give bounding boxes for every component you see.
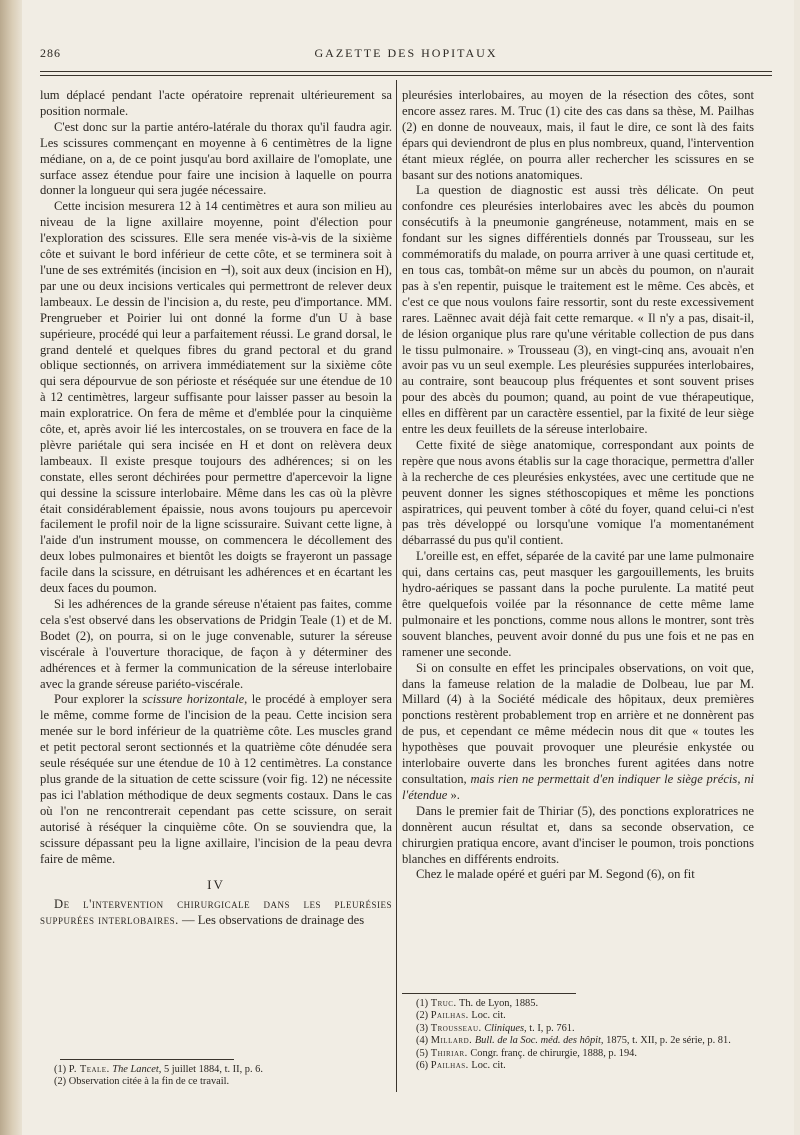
footnote-number: (1) xyxy=(416,998,431,1009)
footnote xyxy=(402,1060,754,1072)
footnote-text: 5 juillet 1884, t. II, p. 6. xyxy=(161,1064,263,1075)
footnote-author: Truc. xyxy=(430,998,457,1009)
paragraph: Cette fixité de siège anatomique, correspondant aux points de repère que nous avons établis sur la cage thoracique, permettra d'aller à la recherche de ces pleurésies enkystées, avec une certitude que ne peuvent donner les signes stéthoscopiques et même les ponctions aspiratrices, qui peuvent tomber à côté du foyer, quand celui-ci n'est pas très développé ou lorsqu'une vomique l'a momentanément débarrassé du pus qu'il contient. xyxy=(402,437,754,548)
footnote xyxy=(402,1023,754,1035)
footnote-text: Loc. cit. xyxy=(468,1010,506,1022)
footnote-text: Loc. cit. xyxy=(468,1060,506,1072)
footnote-number: (4) xyxy=(416,1035,431,1047)
paragraph: Cette incision mesurera 12 à 14 centimètres et aura son milieu au niveau de la ligne axillaire moyenne, point d'élection pour l'exploration des scissures. Elle sera menée vis-à-vis de la sixième côte et suivant le bord inférieur de cette côte, et se terminera soit à l'une de ses extrémités (incision en ⊣), soit aux deux (incision en H), par une ou deux incisions verticales qui permettront de relever deux lambeaux. Le dessin de l'incision a, du reste, peu d'importance. MM. Prengrueber et Poirier lui ont donné la forme d'un U à base supérieure, procédé qui leur a parfaitement réussi. Le grand dorsal, le grand dentelé et quelques fibres du grand pectoral et du grand oblique sectionnés, on arrivera immédiatement sur la sixième côte qui sera dépourvue de son périoste et réséquée sur une étendue de 10 à 12 centimètres, largeur suffisante pour laisser passer au besoin la main exploratrice. On fera de même et d'emblée pour la cinquième côte, et, après avoir lié les intercostales, on se trouvera en face de la plèvre pariétale qui sera incisée en H et dont on relèvera deux lambeaux. Il existe presque toujours des adhérences; si on les constate, elles seront déchirées pour permettre d'apercevoir la ligne qui dessine la scissure interlobaire. Même dans les cas où la plèvre était considérablement épaissie, nous avons toujours pu apercevoir facilement le profil noir de la ligne scissuraire. Suivant cette ligne, à l'aide d'un instrument mousse, on commencera le décollement des deux lobes pulmonaires et bientôt les doigts se frayeront un passage facile dans la scissure, en détruisant les adhérences et en écartant les deux faces du poumon. xyxy=(40,199,392,596)
footnote-number: (2) xyxy=(54,1076,69,1088)
text-run: Si on consulte en effet les principales observations, on voit que, dans la fameuse relation de la maladie de Dolbeau, lue par M. Millard (4) à la Société médicale des hôpitaux, deux premières ponctions restèrent probablement trop en arrière et ne donnèrent pas de pus, et cependant ce même médecin nous dit que « toutes les hypothèses que pouvait provoquer une pleurésie enkystée ou interlobaire ouverte dans les bronches furent agitées dans notre consultation, xyxy=(402,660,754,786)
footnote-author: Millard. xyxy=(430,1035,473,1047)
text-run: , le procédé à employer sera le même, comme forme de l'incision de la peau. Cette incision sera menée sur le bord inférieur de la quatrième côte. Les muscles grand et petit pectoral seront sectionnés et la quatrième côte dénudée sera seule réséquée sur une étendue de 10 à 12 centimètres. La constance plus grande de la situation de cette scissure (voir fig. 12) ne nécessite pas ici l'ablation méthodique de deux segments costaux. Dans le cas où l'on ne rencontrerait cependant pas cette scissure, on serait autorisé à réséquer la cinquième côte. On se souviendra que, la scissure dépassant peu la ligne axillaire, l'incision de la peau devra faire de même. xyxy=(40,692,392,866)
paragraph xyxy=(40,692,392,867)
italic-quote: mais rien ne permettait d'en indiquer le siège précis, ni l'étendue xyxy=(402,771,755,802)
footnote-author: P. Teale. xyxy=(68,1064,110,1075)
footnote xyxy=(40,1064,392,1076)
paragraph: C'est donc sur la partie antéro-latérale du thorax qu'il faudra agir. Les scissures commençant en moyenne à 6 centimètres de la ligne médiane, on a, de ce point jusqu'au bord axillaire de l'omoplate, une surface assez étendue pour faire une incision à laquelle on pourra donner la longueur qui sera jugée nécessaire. xyxy=(40,119,392,198)
footnote xyxy=(40,1076,392,1088)
footnote xyxy=(402,998,754,1010)
right-footnotes xyxy=(402,993,754,1072)
footnote xyxy=(402,1048,754,1060)
paragraph: Si les adhérences de la grande séreuse n'étaient pas faites, comme cela s'est observé dans les observations de Pridgin Teale (1) et de M. Bodet (2), on pourra, si on le juge convenable, suturer la séreuse viscérale à l'ouverture thoracique, de façon à y déterminer des adhérences et à fermer la communication de la séreuse interlobaire avec la grande séreuse pariéto-viscérale. xyxy=(40,597,392,691)
paragraph: Chez le malade opéré et guéri par M. Segond (6), on fit xyxy=(416,867,695,882)
header-rule-top xyxy=(40,71,772,72)
paragraph: L'oreille est, en effet, séparée de la cavité par une lame pulmonaire qui, dans certains cas, peut masquer les gargouillements, les bruits hydro-aériques se passant dans la poche purulente. La matité peut être quelquefois voilée par la résonnance de cette même lame pulmonaire et les ponctions, comme nous allons le montrer, sont très souvent blanches, peuvent avoir donné du pus une fois et ne pas en ramener une seconde. xyxy=(402,549,754,659)
footnote-author: Trousseau. xyxy=(430,1022,482,1034)
footnote-number: (1) xyxy=(54,1064,69,1075)
footnote-source: Cliniques, xyxy=(481,1022,527,1034)
footnote-number: (2) xyxy=(416,1010,431,1022)
footnote-text: 1875, t. XII, p. 2e série, p. 81. xyxy=(603,1035,731,1047)
footnote-author: Thiriar. xyxy=(430,1047,468,1059)
paragraph xyxy=(40,897,392,929)
running-header xyxy=(40,46,772,66)
footnote-rule xyxy=(60,1059,234,1060)
footnote-text: Observation citée à la fin de ce travail. xyxy=(68,1076,230,1088)
footnote-text: t. I, p. 761. xyxy=(526,1022,575,1034)
text-run: ». xyxy=(447,787,460,802)
paragraph: La question de diagnostic est aussi très délicate. On peut confondre ces pleurésies interlobaires avec les abcès du poumon consécutifs à la pneumonie gangréneuse, notamment, mais en se fondant sur les signes différentiels donnés par Trousseau, sur les commémoratifs du malade, on pourra arriver à une quasi certitude et, en tous cas, tombât-on même sur un abcès du poumon, on n'aurait pas à s'en repentir, puisque le traitement est le même. Ces abcès, et c'est ce que nous voulons faire ressortir, sont du reste excessivement rares. Laënnec avait déjà fait cette remarque. « Il n'y a pas, disait-il, de lésion organique plus rare qu'une véritable collection de pus dans le tissu pulmonaire. » Trousseau (3), en vingt-cinq ans, avouait n'en avoir pas vu un seul exemple. Les pleurésies suppurées interlobaires, au contraire, sont beaucoup plus fréquentes et sont souvent prises pour des abcès du poumon; quand, au point de vue thérapeutique, elles en diffèrent par un caractère essentiel, par la fixité de leur siège entre les deux feuillets de la séreuse interlobaire. xyxy=(402,183,754,437)
footnote-rule xyxy=(402,993,576,994)
page-binding-edge xyxy=(0,0,22,1135)
italic-term: scissure horizontale xyxy=(142,692,245,707)
section-number: IV xyxy=(207,877,225,893)
paragraph: lum déplacé pendant l'acte opératoire reprenait ultérieurement sa position normale. xyxy=(40,88,392,118)
footnote-number: (3) xyxy=(416,1022,431,1034)
section-heading: De l'intervention chirurgicale dans les pleurésies suppurées interlobaires. xyxy=(40,897,392,928)
right-column xyxy=(402,88,754,883)
footnote-source: The Lancet, xyxy=(109,1064,162,1075)
paragraph xyxy=(402,661,754,804)
left-column xyxy=(40,88,392,929)
footnote-author: Pailhas. xyxy=(430,1010,469,1022)
page-number: 286 xyxy=(40,46,61,60)
header-rule-bottom xyxy=(40,75,772,76)
footnote-text: Congr. franç. de chirurgie, 1888, p. 194. xyxy=(467,1047,637,1059)
footnote xyxy=(402,1035,754,1047)
footnote-text: Th. de Lyon, 1885. xyxy=(456,998,539,1009)
footnote xyxy=(402,1010,754,1022)
text-run: Pour explorer la xyxy=(54,692,143,707)
paragraph: Dans le premier fait de Thiriar (5), des ponctions exploratrices ne donnèrent aucun résultat et, dans sa seconde observation, ce chirurgien pratiqua encore, avant d'inciser le poumon, trois ponctions blanches en différents endroits. xyxy=(402,803,754,866)
footnote-author: Pailhas. xyxy=(430,1060,469,1072)
text-run: — Les observations de drainage des xyxy=(178,913,365,928)
journal-title: GAZETTE DES HOPITAUX xyxy=(314,46,498,60)
footnote-number: (5) xyxy=(416,1047,431,1059)
footnote-source: Bull. de la Soc. méd. des hôpit, xyxy=(472,1035,604,1047)
column-divider xyxy=(396,80,397,1092)
left-footnotes xyxy=(40,1059,392,1089)
footnote-number: (6) xyxy=(416,1060,431,1072)
paragraph: pleurésies interlobaires, au moyen de la résection des côtes, sont encore assez rares. M. Truc (1) cite des cas dans sa thèse, M. Pailhas (2) en donne de nouveaux, mais, il faut le dire, ce sont là des faits épars qui deviendront de plus en plus nombreux, quand, l'intervention étant mieux réglée, on pourra aller rechercher les scissures en se basant sur des notions anatomiques. xyxy=(402,88,754,182)
